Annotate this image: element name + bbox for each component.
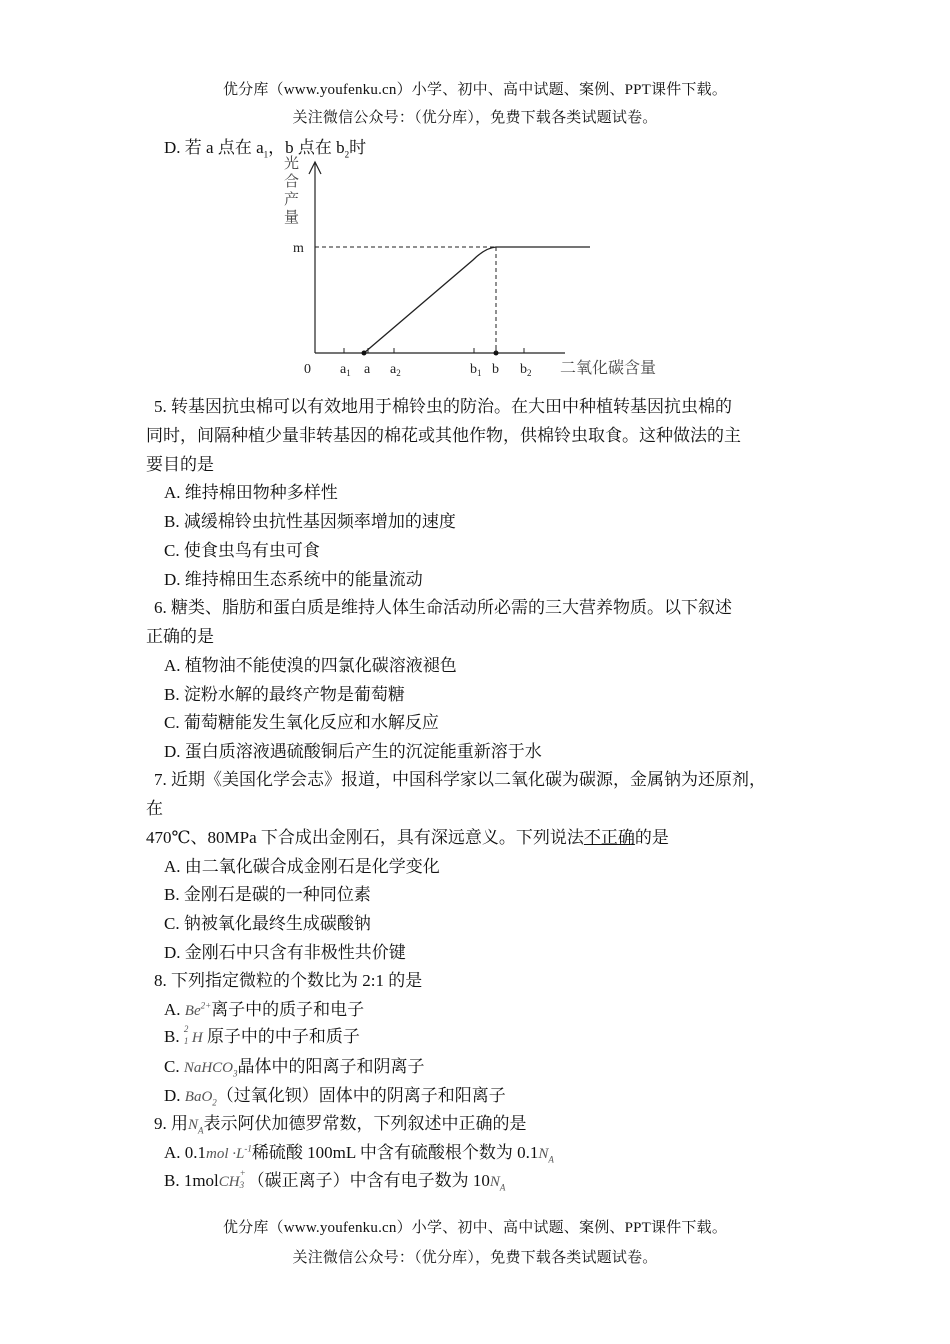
- q9-option-b-na-subscript: A: [499, 1182, 506, 1193]
- q8-option-c-text: 晶体中的阳离子和阴离子: [237, 1057, 425, 1076]
- q7-option-c: C. 钠被氧化最终生成碳酸钠: [164, 914, 371, 933]
- q9-option-a-unit: mol ·L: [206, 1146, 245, 1162]
- origin-label: 0: [304, 362, 311, 377]
- q8-option-a-formula: Be: [184, 1003, 201, 1019]
- q5-option-d: D. 维持棉田生态系统中的能量流动: [164, 570, 423, 589]
- page-header-line-2: 关注微信公众号：（优分库），免费下载各类试题试卷。: [292, 110, 658, 126]
- x-tick-label-b2: $b_2$: [520, 362, 532, 378]
- x-tick-label-a1: $a_1$: [340, 362, 351, 378]
- q9-na-symbol: N: [188, 1117, 199, 1133]
- q4-option-d-suffix: 时: [349, 138, 367, 157]
- q6-stem-line-1: 6. 糖类、脂肪和蛋白质是维持人体生命活动所必需的三大营养物质。以下叙述: [154, 598, 732, 617]
- q8-option-d-formula: BaO: [184, 1089, 213, 1105]
- q9-option-b-na-symbol: N: [489, 1174, 500, 1190]
- q7-underlined-not-correct: 不正确: [583, 828, 635, 847]
- q9-option-a-unit-exponent: -1: [244, 1143, 252, 1154]
- q8-option-b-text: 原子中的中子和质子: [202, 1027, 360, 1046]
- q5-stem-line-1: 5. 转基因抗虫棉可以有效地用于棉铃虫的防治。在大田中种植转基因抗虫棉的: [154, 397, 732, 416]
- q4-option-d-sub-1: 1: [263, 149, 269, 160]
- q9-option-a: [164, 1138, 554, 1164]
- q6-stem-line-2: 正确的是: [146, 627, 214, 646]
- q9-option-a-pre: A. 0.1: [164, 1143, 207, 1162]
- q5-stem-line-2: 同时，间隔种植少量非转基因的棉花或其他作物，供棉铃虫取食。这种做法的主: [146, 426, 741, 445]
- q6-option-c: C. 葡萄糖能发生氧化反应和水解反应: [164, 713, 439, 732]
- q4-option-d-sub-2: 2: [344, 149, 350, 160]
- q8-option-c: [164, 1052, 425, 1078]
- q9-option-b-pre: B. 1mol: [164, 1171, 219, 1190]
- photosynthesis-curve: [364, 247, 590, 353]
- q8-option-b-label: B.: [164, 1027, 184, 1046]
- q7-stem-line-3-pre: 470℃、80MPa 下合成出金刚石，具有深远意义。下列说法: [146, 828, 584, 847]
- q8-option-c-subscript: 3: [233, 1068, 238, 1079]
- q8-option-a-text: 离子中的质子和电子: [211, 1000, 365, 1019]
- q8-option-b-atomic-number: 1: [183, 1036, 189, 1047]
- q8-option-c-label: C.: [164, 1057, 184, 1076]
- page-footer-line-1: 优分库（www.youfenku.cn）小学、初中、高中试题、案例、PPT课件下载。: [222, 1220, 728, 1236]
- q9-stem-post: 表示阿伏加德罗常数，下列叙述中正确的是: [203, 1114, 527, 1133]
- q5-option-c: C. 使食虫鸟有虫可食: [164, 541, 320, 560]
- q8-option-d-label: D.: [164, 1086, 185, 1105]
- q9-option-b-text: （碳正离子）中含有电子数为 10: [247, 1171, 490, 1190]
- q6-option-b: B. 淀粉水解的最终产物是葡萄糖: [164, 685, 405, 704]
- q9-stem: [154, 1109, 527, 1135]
- q9-stem-pre: 9. 用: [154, 1114, 188, 1133]
- q8-option-a: [164, 995, 364, 1020]
- q8-option-d-text: （过氧化钡）固体中的阴离子和阳离子: [216, 1086, 506, 1105]
- q4-option-d-prefix: D. 若 a 点在 a: [164, 138, 264, 157]
- q5-stem-line-3: 要目的是: [146, 455, 214, 474]
- q7-stem-line-3: [146, 823, 669, 848]
- y-axis-label-char-1: 光: [284, 156, 300, 172]
- q5-option-b: B. 减缓棉铃虫抗性基因频率增加的速度: [164, 512, 456, 531]
- q8-option-d: [164, 1081, 506, 1107]
- q7-option-a: A. 由二氧化碳合成金刚石是化学变化: [164, 857, 440, 876]
- y-level-label: m: [293, 241, 304, 256]
- q8-option-c-formula: NaHCO: [183, 1060, 234, 1076]
- q9-option-b-charge: +: [239, 1168, 246, 1179]
- q8-option-b: [164, 1022, 360, 1047]
- x-tick-label-b1: $b_1$: [470, 362, 482, 378]
- photosynthesis-chart: [280, 152, 680, 384]
- q4-option-d-mid: ，b 点在 b: [268, 138, 345, 157]
- q6-option-a: A. 植物油不能使溴的四氯化碳溶液褪色: [164, 656, 457, 675]
- q8-option-a-label: A.: [164, 1000, 185, 1019]
- q8-option-b-formula: H: [191, 1030, 203, 1046]
- q9-na-subscript: A: [198, 1125, 204, 1136]
- q8-stem: 8. 下列指定微粒的个数比为 2:1 的是: [154, 971, 423, 990]
- q7-stem-line-3-post: 的是: [634, 828, 669, 847]
- q9-option-a-na-subscript: A: [548, 1154, 554, 1165]
- x-tick-label-a: a: [364, 362, 371, 377]
- page-header-line-1: 优分库（www.youfenku.cn）小学、初中、高中试题、案例、PPT课件下载。: [222, 82, 728, 98]
- q9-option-b: [164, 1166, 505, 1192]
- q9-option-b-subscript: 3: [239, 1180, 245, 1191]
- x-axis-label: 二氧化碳含量: [560, 360, 657, 377]
- q9-option-a-na-symbol: N: [538, 1146, 549, 1162]
- q7-stem-line-2: 在: [146, 799, 163, 818]
- q7-stem-line-1: 7. 近期《美国化学会志》报道，中国科学家以二氧化碳为碳源，金属钠为还原剂，: [154, 770, 766, 789]
- page-footer-line-2: 关注微信公众号：（优分库），免费下载各类试题试卷。: [292, 1250, 658, 1266]
- q9-option-a-text: 稀硫酸 100mL 中含有硫酸根个数为 0.1: [251, 1143, 539, 1162]
- q6-option-d: D. 蛋白质溶液遇硫酸铜后产生的沉淀能重新溶于水: [164, 742, 542, 761]
- point-a: [362, 351, 367, 356]
- q8-option-b-mass-number: 2: [183, 1024, 189, 1035]
- q8-option-a-charge: 2+: [200, 1000, 212, 1011]
- y-axis-label-char-2: 合: [284, 174, 300, 190]
- x-tick-label-a2: $a_2$: [390, 362, 401, 378]
- q7-option-b: B. 金刚石是碳的一种同位素: [164, 885, 371, 904]
- y-axis-label-char-3: 产: [284, 192, 300, 208]
- q9-option-b-formula: CH: [218, 1174, 240, 1190]
- q7-option-d: D. 金刚石中只含有非极性共价键: [164, 943, 406, 962]
- q5-option-a: A. 维持棉田物种多样性: [164, 483, 338, 502]
- x-tick-label-b: b: [492, 362, 499, 377]
- q8-option-d-subscript: 2: [212, 1097, 217, 1108]
- y-axis-label-char-4: 量: [284, 210, 300, 226]
